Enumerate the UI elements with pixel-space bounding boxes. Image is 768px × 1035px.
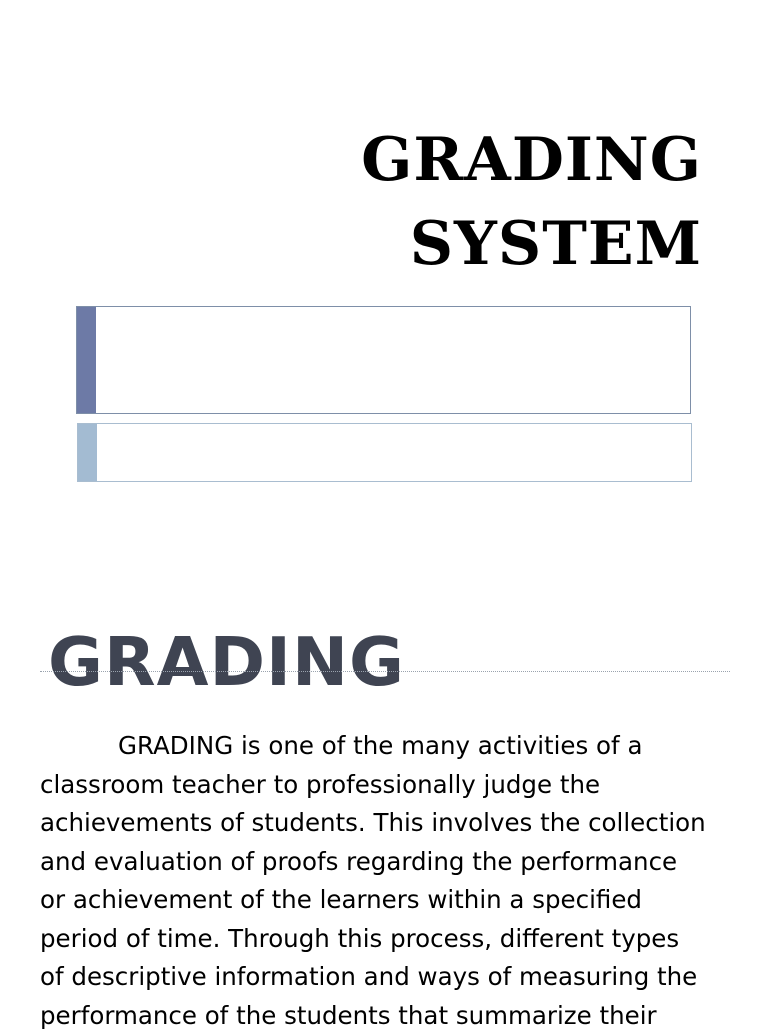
paragraph-line: period of time. Through this process, different types <box>40 920 740 959</box>
title-line-1: GRADING <box>361 118 702 202</box>
paragraph-line: GRADING is one of the many activities of a <box>40 727 740 766</box>
band-accent-lower <box>78 424 97 481</box>
paragraph-line: performance of the students that summarize their <box>40 997 740 1035</box>
paragraph-line: classroom teacher to professionally judge the <box>40 766 740 805</box>
title-band-upper <box>76 306 691 414</box>
paragraph-line: achievements of students. This involves the collection <box>40 804 740 843</box>
slide-paragraph <box>40 727 740 1035</box>
heading-divider <box>40 671 730 672</box>
paragraph-line: or achievement of the learners within a specified <box>40 881 740 920</box>
title-line-2: SYSTEM <box>361 202 702 286</box>
paragraph-line: and evaluation of proofs regarding the performance <box>40 843 740 882</box>
paragraph-line: of descriptive information and ways of measuring the <box>40 958 740 997</box>
band-accent-upper <box>77 307 96 413</box>
slide-title-heading <box>361 118 702 286</box>
title-band-lower <box>77 423 692 482</box>
slide-heading: GRADING <box>48 620 405 704</box>
